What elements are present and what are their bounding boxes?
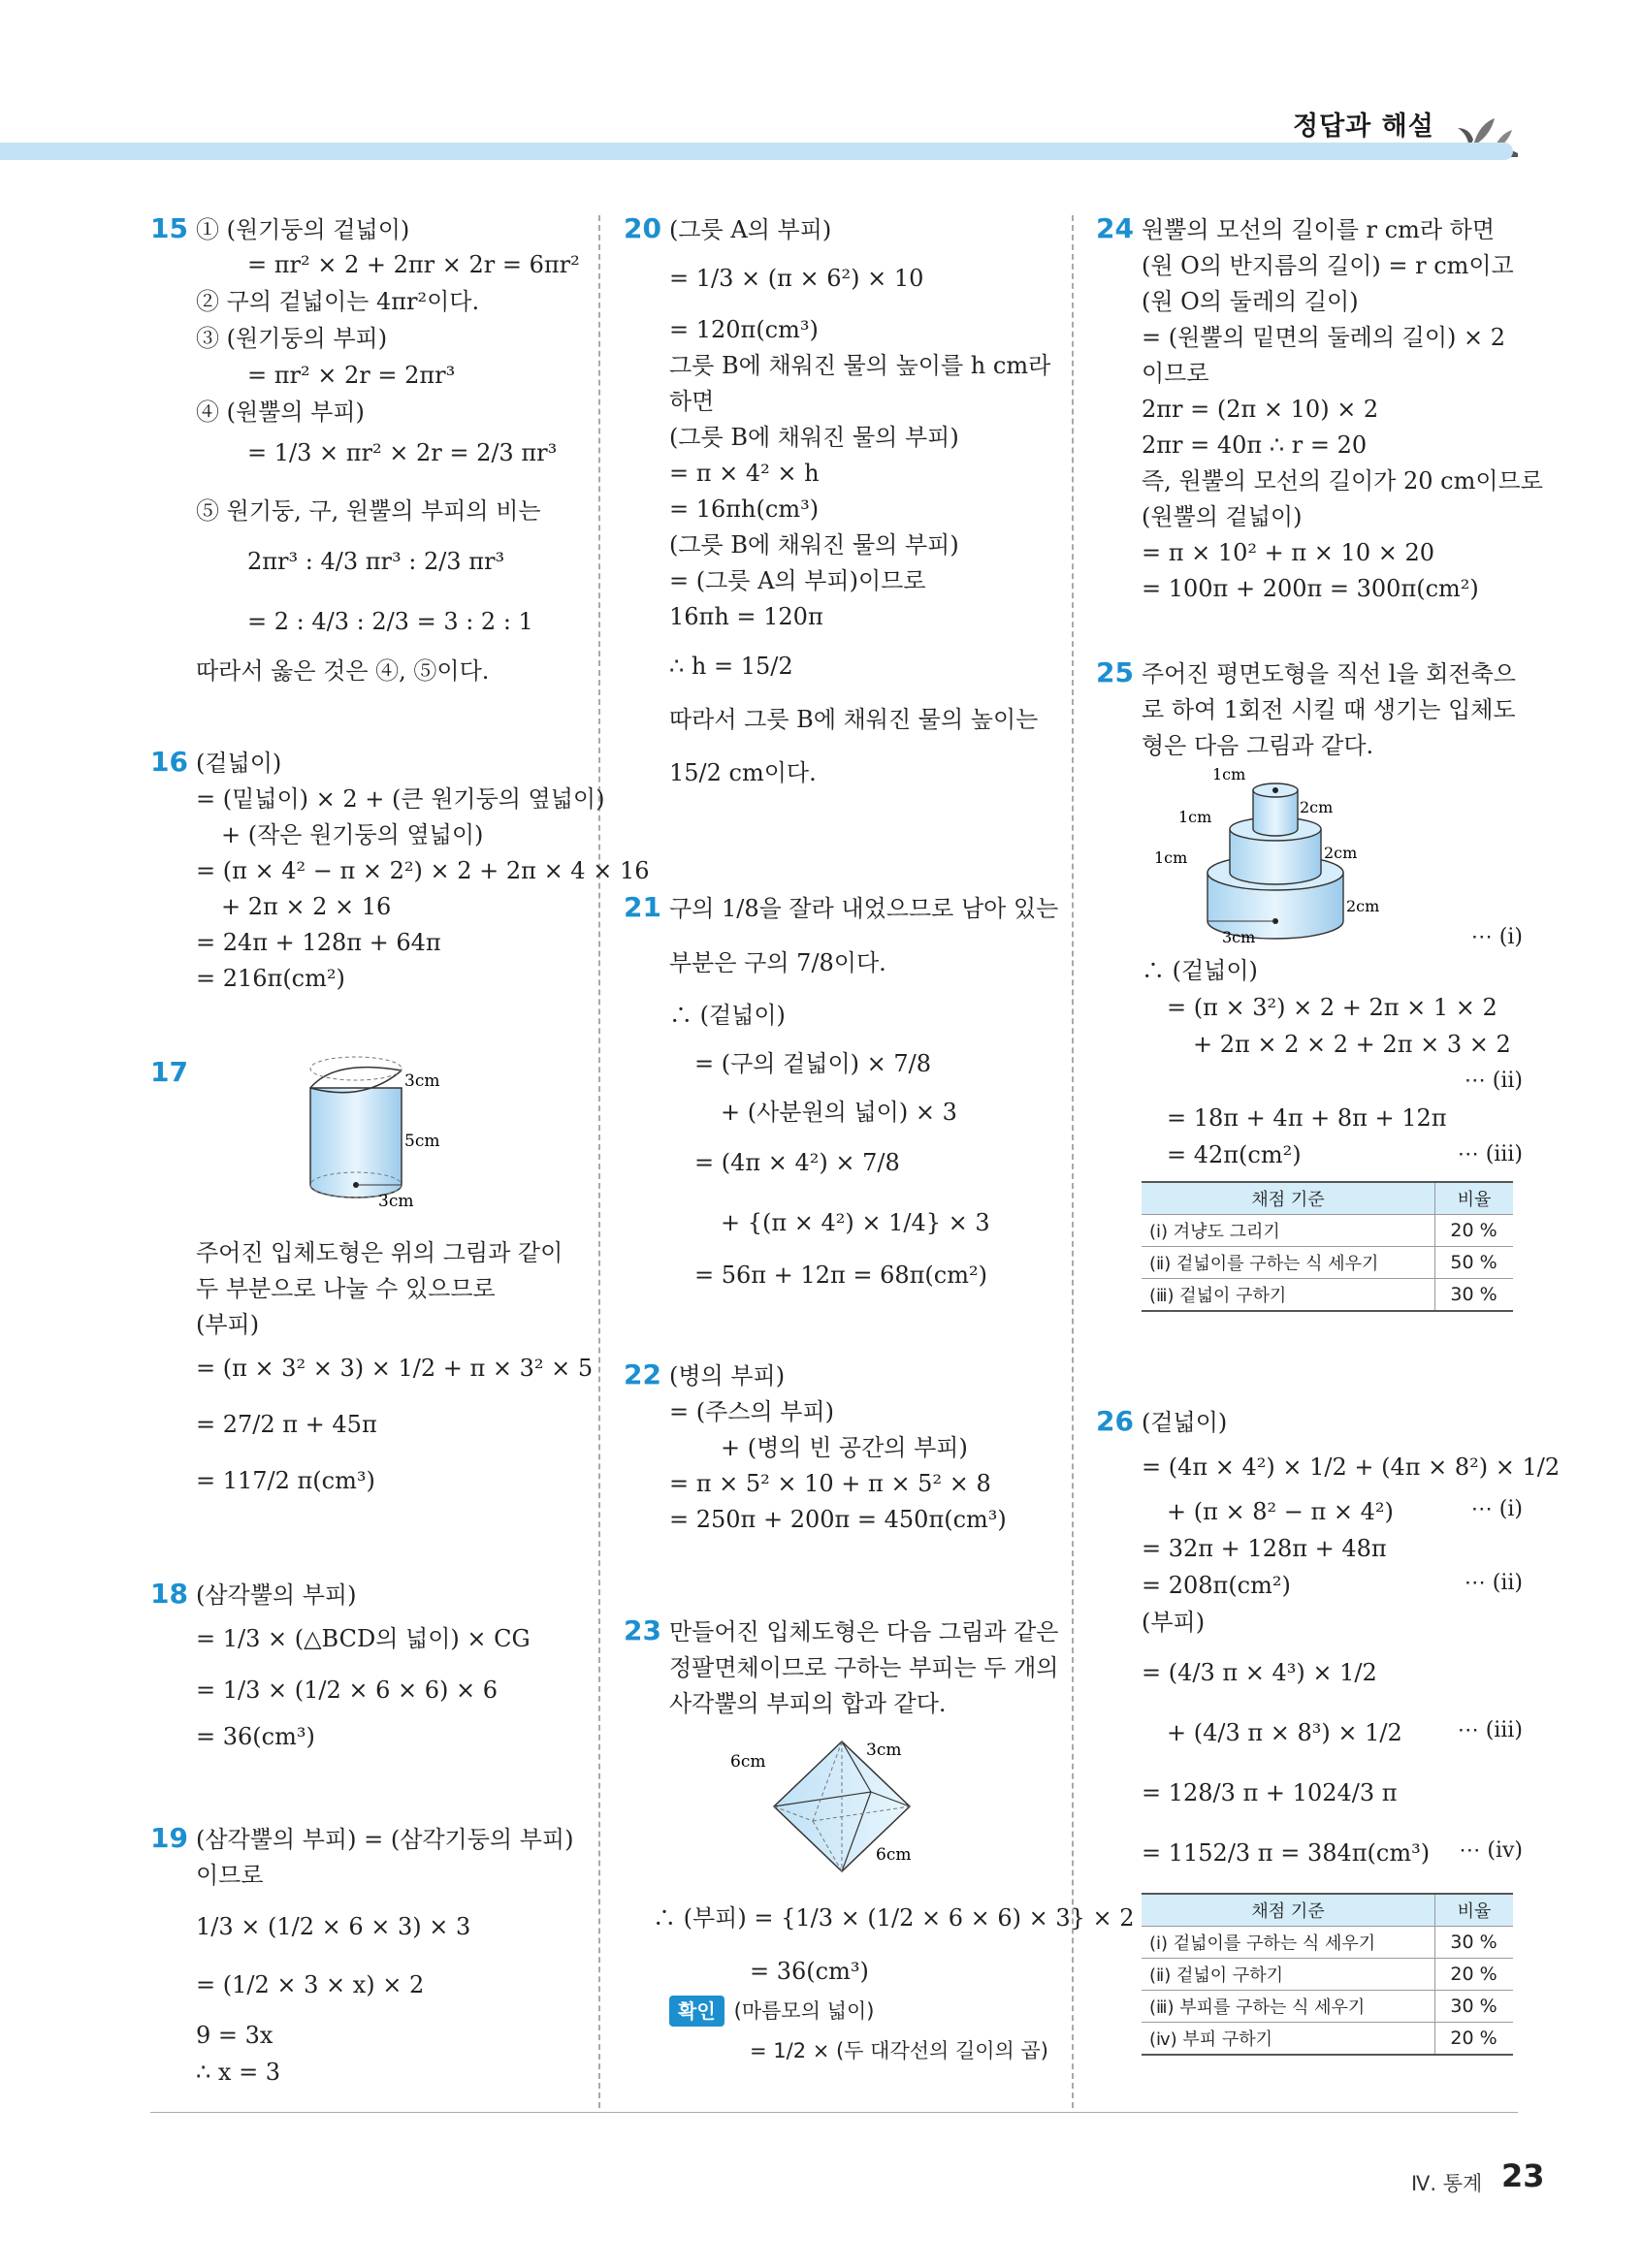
solution-line: = π × 10² + π × 10 × 20 (1142, 539, 1434, 566)
solution-line: 9 = 3x (196, 2022, 274, 2049)
solution-line: 2πr = 40π ∴ r = 20 (1142, 431, 1368, 459)
fig-label: 5cm (404, 1132, 440, 1151)
solution-line: = 2 : 4/3 : 2/3 = 3 : 2 : 1 (247, 608, 533, 635)
solution-line: (그릇 B에 채워진 물의 부피) (669, 531, 959, 559)
problem-number: 15 (150, 212, 188, 244)
solution-line: (그릇 A의 부피) (669, 216, 832, 243)
table-row: (ⅱ) 겉넓이 구하기 20 % (1142, 1959, 1513, 1991)
fig-label: 2cm (1346, 897, 1380, 915)
solution-line: 그릇 B에 채워진 물의 높이를 h cm라 (669, 352, 1051, 379)
solution-line: = (구의 겉넓이) × 7/8 (694, 1050, 932, 1077)
solution-line: + (4/3 π × 8³) × 1/2 (1167, 1719, 1402, 1746)
footer-section: Ⅳ. 통계 (1411, 2172, 1483, 2195)
solution-line: ③ (원기둥의 부피) (196, 325, 388, 352)
step-mark: ⋯ (ⅱ) (1464, 1571, 1523, 1595)
check-line: = 1/2 × (두 대각선의 길이의 곱) (750, 2039, 1048, 2062)
check-note (669, 1996, 874, 2027)
solution-line: + 2π × 2 × 16 (221, 893, 392, 920)
fig-label: 3cm (404, 1071, 440, 1091)
solution-line: = 100π + 200π = 300π(cm²) (1142, 575, 1479, 602)
solution-line: (겉넓이) (196, 750, 282, 777)
scoring-table (1142, 1181, 1513, 1312)
solution-line: = 36(cm³) (196, 1723, 315, 1750)
solution-line: 로 하여 1회전 시킬 때 생기는 입체도 (1142, 696, 1516, 723)
solution-line: = 1/3 × (π × 6²) × 10 (669, 265, 924, 292)
solution-line: 1/3 × (1/2 × 6 × 3) × 3 (196, 1913, 471, 1940)
stacked-cylinders-figure (1154, 766, 1387, 960)
solution-line: = (주스의 부피) (669, 1398, 835, 1425)
solution-line: = (π × 4² − π × 2²) × 2 + 2π × 4 × 16 (196, 857, 650, 884)
solution-line: (원 O의 반지름의 길이) = r cm이고 (1142, 252, 1514, 279)
solution-line: = 216π(cm²) (196, 965, 345, 992)
fig-label: 6cm (876, 1845, 912, 1865)
problem-number: 24 (1096, 212, 1134, 244)
solution-line: 16πh = 120π (669, 603, 823, 630)
solution-line: 두 부분으로 나눌 수 있으므로 (196, 1275, 496, 1302)
solution-line: = 120π(cm³) (669, 316, 819, 343)
solution-line: (부피) (1142, 1609, 1206, 1636)
column-separator (1072, 215, 1074, 2108)
solution-line: 따라서 옳은 것은 ④, ⑤이다. (196, 657, 490, 685)
solution-line: ② 구의 겉넓이는 4πr²이다. (196, 288, 480, 315)
scoring-table (1142, 1893, 1513, 2056)
solution-line: = 36(cm³) (750, 1958, 869, 1985)
solution-line: = 1/3 × (1/2 × 6 × 6) × 6 (196, 1677, 498, 1704)
problem-number: 18 (150, 1578, 188, 1610)
solution-line: 이므로 (1142, 360, 1209, 387)
solution-line: (삼각뿔의 부피) (196, 1581, 357, 1609)
solution-line: = (π × 3²) × 2 + 2π × 1 × 2 (1167, 994, 1497, 1021)
solution-line: 따라서 그릇 B에 채워진 물의 높이는 (669, 706, 1039, 733)
problem-number: 22 (624, 1358, 661, 1390)
solution-line: = 27/2 π + 45π (196, 1411, 377, 1438)
step-mark: ⋯ (ⅲ) (1457, 1718, 1523, 1742)
table-header: 비율 (1435, 1182, 1514, 1215)
solution-line: 주어진 평면도형을 직선 l을 회전축으 (1142, 660, 1516, 687)
solution-line: = 1/3 × πr² × 2r = 2/3 πr³ (247, 439, 558, 466)
fig-label: 3cm (866, 1741, 902, 1760)
solution-line: (병의 부피) (669, 1362, 786, 1390)
solution-line: ∴ x = 3 (196, 2059, 281, 2086)
step-mark: ⋯ (ⅰ) (1470, 1497, 1523, 1521)
solution-line: + (병의 빈 공간의 부피) (721, 1434, 968, 1461)
solution-line: ⑤ 원기둥, 구, 원뿔의 부피의 비는 (196, 497, 541, 525)
solution-line: 2πr = (2π × 10) × 2 (1142, 396, 1379, 423)
solution-line: = 42π(cm²) (1167, 1141, 1302, 1168)
solution-line: (삼각뿔의 부피) = (삼각기둥의 부피) (196, 1826, 574, 1853)
solution-line: = 250π + 200π = 450π(cm³) (669, 1506, 1007, 1533)
solution-line: = πr² × 2 + 2πr × 2r = 6πr² (247, 251, 580, 278)
step-mark: ⋯ (ⅰ) (1470, 925, 1523, 949)
solution-line: = 32π + 128π + 48π (1142, 1535, 1387, 1562)
header-title: 정답과 해설 (1293, 112, 1434, 142)
solution-line: (원 O의 둘레의 길이) (1142, 288, 1359, 315)
solution-line: 15/2 cm이다. (669, 759, 817, 786)
solution-line: ④ (원뿔의 부피) (196, 399, 365, 426)
step-mark: ⋯ (ⅱ) (1464, 1069, 1523, 1093)
header-bar (0, 143, 1513, 160)
solution-line: 부분은 구의 7/8이다. (669, 949, 886, 976)
fig-label: 2cm (1324, 844, 1358, 862)
table-row: (ⅰ) 겨냥도 그리기 20 % (1142, 1215, 1513, 1247)
solution-line: ∴ (부피) = {1/3 × (1/2 × 6 × 6) × 3} × 2 (653, 1904, 1135, 1932)
solution-line: = 56π + 12π = 68π(cm²) (694, 1262, 987, 1289)
solution-line: + (사분원의 넓이) × 3 (721, 1099, 957, 1126)
solution-line: 원뿔의 모선의 길이를 r cm라 하면 (1142, 216, 1496, 243)
fig-label: 2cm (1300, 798, 1334, 816)
solution-line: = 117/2 π(cm³) (196, 1467, 375, 1494)
table-header: 채점 기준 (1142, 1182, 1435, 1215)
octahedron-figure (730, 1734, 953, 1879)
solution-line: = 208π(cm²) (1142, 1572, 1291, 1599)
problem-number: 23 (624, 1614, 661, 1646)
solution-line: 구의 1/8을 잘라 내었으므로 남아 있는 (669, 895, 1059, 922)
column-separator (598, 215, 600, 2108)
cut-cylinder-figure (296, 1049, 490, 1214)
solution-line: = (그릇 A의 부피)이므로 (669, 567, 926, 594)
solution-line: = 16πh(cm³) (669, 495, 820, 523)
fig-label: 3cm (378, 1192, 414, 1211)
solution-line: 이므로 (196, 1862, 264, 1889)
solution-line: = (원뿔의 밑면의 둘레의 길이) × 2 (1142, 324, 1506, 351)
solution-line: (겉넓이) (1142, 1409, 1228, 1436)
problem-number: 16 (150, 746, 188, 778)
problem-number: 21 (624, 891, 661, 923)
solution-line: ∴ h = 15/2 (669, 653, 793, 680)
solution-line: = 24π + 128π + 64π (196, 929, 441, 956)
solution-line: = (π × 3² × 3) × 1/2 + π × 3² × 5 (196, 1355, 594, 1382)
solution-line: = π × 4² × h (669, 460, 820, 487)
solution-line: = 128/3 π + 1024/3 π (1142, 1779, 1398, 1806)
solution-line: 하면 (669, 388, 715, 415)
solution-line: (원뿔의 겉넓이) (1142, 503, 1303, 530)
solution-line: (그릇 B에 채워진 물의 부피) (669, 424, 959, 451)
table-row: (ⅲ) 부피를 구하는 식 세우기 30 % (1142, 1991, 1513, 2023)
problem-number: 25 (1096, 656, 1134, 688)
solution-line: ∴ (겉넓이) (1142, 957, 1258, 984)
fig-label: 6cm (730, 1752, 766, 1772)
check-line: (마름모의 넓이) (733, 1999, 875, 2023)
step-mark: ⋯ (ⅳ) (1459, 1838, 1523, 1863)
problem-number: 20 (624, 212, 661, 244)
table-row: (ⅰ) 겉넓이를 구하는 식 세우기 30 % (1142, 1927, 1513, 1959)
table-row: (ⅳ) 부피 구하기 20 % (1142, 2023, 1513, 2056)
solution-line: + 2π × 2 × 2 + 2π × 3 × 2 (1193, 1031, 1511, 1058)
solution-line: 사각뿔의 부피의 합과 같다. (669, 1690, 947, 1717)
solution-line: = (밑넓이) × 2 + (큰 원기둥의 옆넓이) (196, 785, 605, 813)
check-badge: 확인 (669, 1996, 724, 2027)
solution-line: 즉, 원뿔의 모선의 길이가 20 cm이므로 (1142, 467, 1543, 495)
problem-number: 17 (150, 1056, 188, 1088)
table-header: 채점 기준 (1142, 1894, 1435, 1927)
table-row: (ⅲ) 겉넓이 구하기 30 % (1142, 1279, 1513, 1312)
solution-line: = 1152/3 π = 384π(cm³) (1142, 1839, 1431, 1867)
solution-line: ① (원기둥의 겉넓이) (196, 216, 410, 243)
solution-line: 2πr³ : 4/3 πr³ : 2/3 πr³ (247, 548, 505, 575)
table-header: 비율 (1435, 1894, 1514, 1927)
fig-label: 1cm (1178, 808, 1212, 826)
solution-line: = (4π × 4²) × 1/2 + (4π × 8²) × 1/2 (1142, 1453, 1561, 1481)
bottom-rule (150, 2112, 1518, 2113)
solution-line: 주어진 입체도형은 위의 그림과 같이 (196, 1239, 563, 1266)
problem-number: 26 (1096, 1405, 1134, 1437)
solution-line: = (4/3 π × 4³) × 1/2 (1142, 1659, 1377, 1686)
solution-line: + (π × 8² − π × 4²) (1167, 1498, 1394, 1525)
page-number: 23 (1501, 2157, 1545, 2194)
solution-line: = πr² × 2r = 2πr³ (247, 362, 456, 389)
solution-line: 형은 다음 그림과 같다. (1142, 732, 1374, 759)
table-row: (ⅱ) 겉넓이를 구하는 식 세우기 50 % (1142, 1247, 1513, 1279)
solution-line: = 1/3 × (△BCD의 넓이) × CG (196, 1625, 531, 1652)
fig-label: 3cm (1222, 928, 1256, 946)
solution-line: (부피) (196, 1311, 260, 1338)
problem-number: 19 (150, 1822, 188, 1854)
solution-line: = π × 5² × 10 + π × 5² × 8 (669, 1470, 991, 1497)
fig-label: 1cm (1154, 848, 1188, 867)
solution-line: = (4π × 4²) × 7/8 (694, 1149, 900, 1176)
solution-line: + (작은 원기둥의 옆넓이) (221, 821, 484, 848)
fig-label: 1cm (1212, 766, 1246, 783)
step-mark: ⋯ (ⅲ) (1457, 1142, 1523, 1166)
solution-line: + {(π × 4²) × 1/4} × 3 (721, 1209, 990, 1236)
solution-line: = 18π + 4π + 8π + 12π (1167, 1104, 1447, 1132)
solution-line: ∴ (겉넓이) (669, 1002, 786, 1029)
solution-line: 만들어진 입체도형은 다음 그림과 같은 (669, 1618, 1059, 1645)
solution-line: 정팔면체이므로 구하는 부피는 두 개의 (669, 1654, 1059, 1681)
solution-line: = (1/2 × 3 × x) × 2 (196, 1971, 425, 1998)
